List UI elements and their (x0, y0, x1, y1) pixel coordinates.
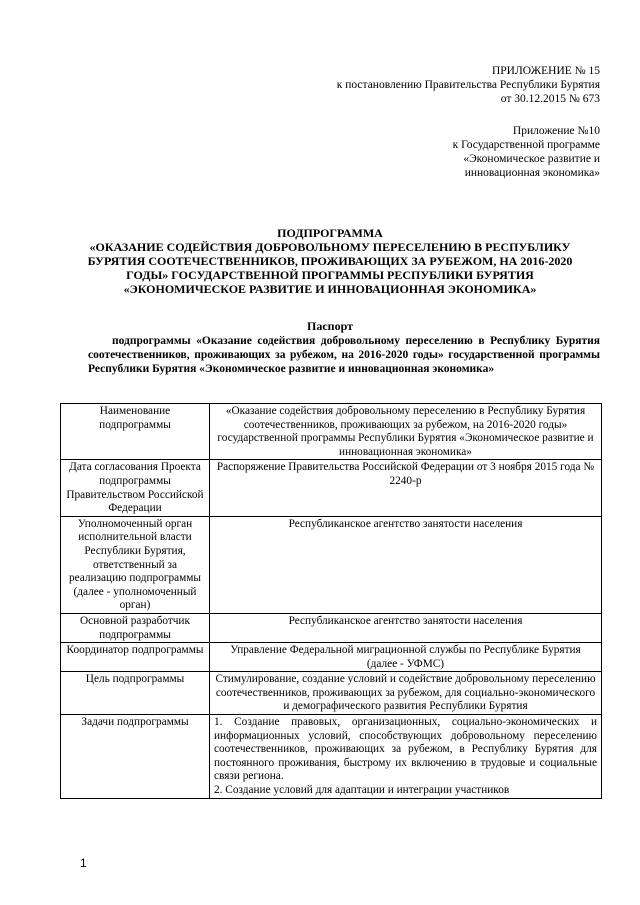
table-row (61, 672, 602, 715)
program-annex-name-1: «Экономическое развитие и (463, 153, 600, 165)
table-row (61, 715, 602, 799)
title-line-5: «ЭКОНОМИЧЕСКОЕ РАЗВИТИЕ И ИННОВАЦИОННАЯ ЭКОНОМИКА» (123, 282, 537, 296)
row-value: Республиканское агентство занятости населения (210, 613, 602, 642)
annex-number: ПРИЛОЖЕНИЕ № 15 (491, 65, 600, 77)
program-annex-header (453, 124, 600, 180)
table-row (61, 516, 602, 613)
row-label: Дата согласования Проекта подпрограммы Правительством Российской Федерации (61, 460, 210, 516)
row-label: Цель подпрограммы (61, 672, 210, 715)
title-line-1: ПОДПРОГРАММА (277, 226, 383, 240)
title-line-3: БУРЯТИЯ СООТЕЧЕСТВЕННИКОВ, ПРОЖИВАЮЩИХ ЗА РУБЕЖОМ, НА 2016-2020 (87, 254, 573, 268)
annex-date: от 30.12.2015 № 673 (500, 93, 600, 105)
annex-header (337, 64, 600, 106)
subprogram-title (60, 226, 600, 296)
row-value: Республиканское агентство занятости населения (210, 516, 602, 613)
title-line-4: ГОДЫ» ГОСУДАРСТВЕННОЙ ПРОГРАММЫ РЕСПУБЛИКИ БУРЯТИЯ (126, 268, 534, 282)
page-number: 1 (80, 856, 87, 870)
program-annex-number: Приложение №10 (512, 125, 600, 137)
task-2: 2. Создание условий для адаптации и интеграции участников (214, 784, 510, 797)
passport-heading: Паспорт (307, 319, 353, 333)
row-label: Наименование подпрограммы (61, 404, 210, 460)
title-line-2: «ОКАЗАНИЕ СОДЕЙСТВИЯ ДОБРОВОЛЬНОМУ ПЕРЕСЕЛЕНИЮ В РЕСПУБЛИКУ (89, 240, 571, 254)
row-label: Основной разработчик подпрограммы (61, 613, 210, 642)
passport-table (60, 403, 602, 799)
row-label: Координатор подпрограммы (61, 643, 210, 672)
table-row (61, 404, 602, 460)
table-row (61, 613, 602, 642)
row-value: Распоряжение Правительства Российской Федерации от 3 ноября 2015 года № 2240-р (210, 460, 602, 516)
row-value: «Оказание содействия добровольному переселению в Республику Бурятия соотечественников, проживающих за рубежом, на 2016-2020 годы» государственной программы Республики Бурятия «Экономическое развитие и инновационная экономика» (210, 404, 602, 460)
program-annex-name-2: инновационная экономика» (464, 167, 600, 179)
row-value (210, 715, 602, 799)
row-value: Управление Федеральной миграционной службы по Республике Бурятия (далее - УФМС) (210, 643, 602, 672)
table-row (61, 643, 602, 672)
program-annex-ref: к Государственной программе (452, 139, 600, 151)
table-row (61, 460, 602, 516)
row-label: Уполномоченный орган исполнительной власти Республики Бурятия, ответственный за реализацию подпрограммы (далее - уполномоченный орган) (61, 516, 210, 613)
annex-resolution: к постановлению Правительства Республики Бурятия (336, 79, 600, 91)
task-1: 1. Создание правовых, организационных, социально-экономических и информационных условий, способствующих добровольному переселению соотечественников, проживающих за рубежом, в Республику Бурятия для постоянного проживания, быстрому их включению в трудовые и социальные связи региона. (214, 716, 597, 783)
row-label: Задачи подпрограммы (61, 715, 210, 799)
passport-description: подпрограммы «Оказание содействия добровольному переселению в Республику Бурятия соотечественников, проживающих за рубежом, на 2016-2020 годы» государственной программы Республики Бурятия «Экономическое развитие и инновационная экономика» (88, 335, 600, 375)
row-value: Стимулирование, создание условий и содействие добровольному переселению соотечественников, проживающих за рубежом, для социально-экономического и демографического развития Республики Бурятия (210, 672, 602, 715)
